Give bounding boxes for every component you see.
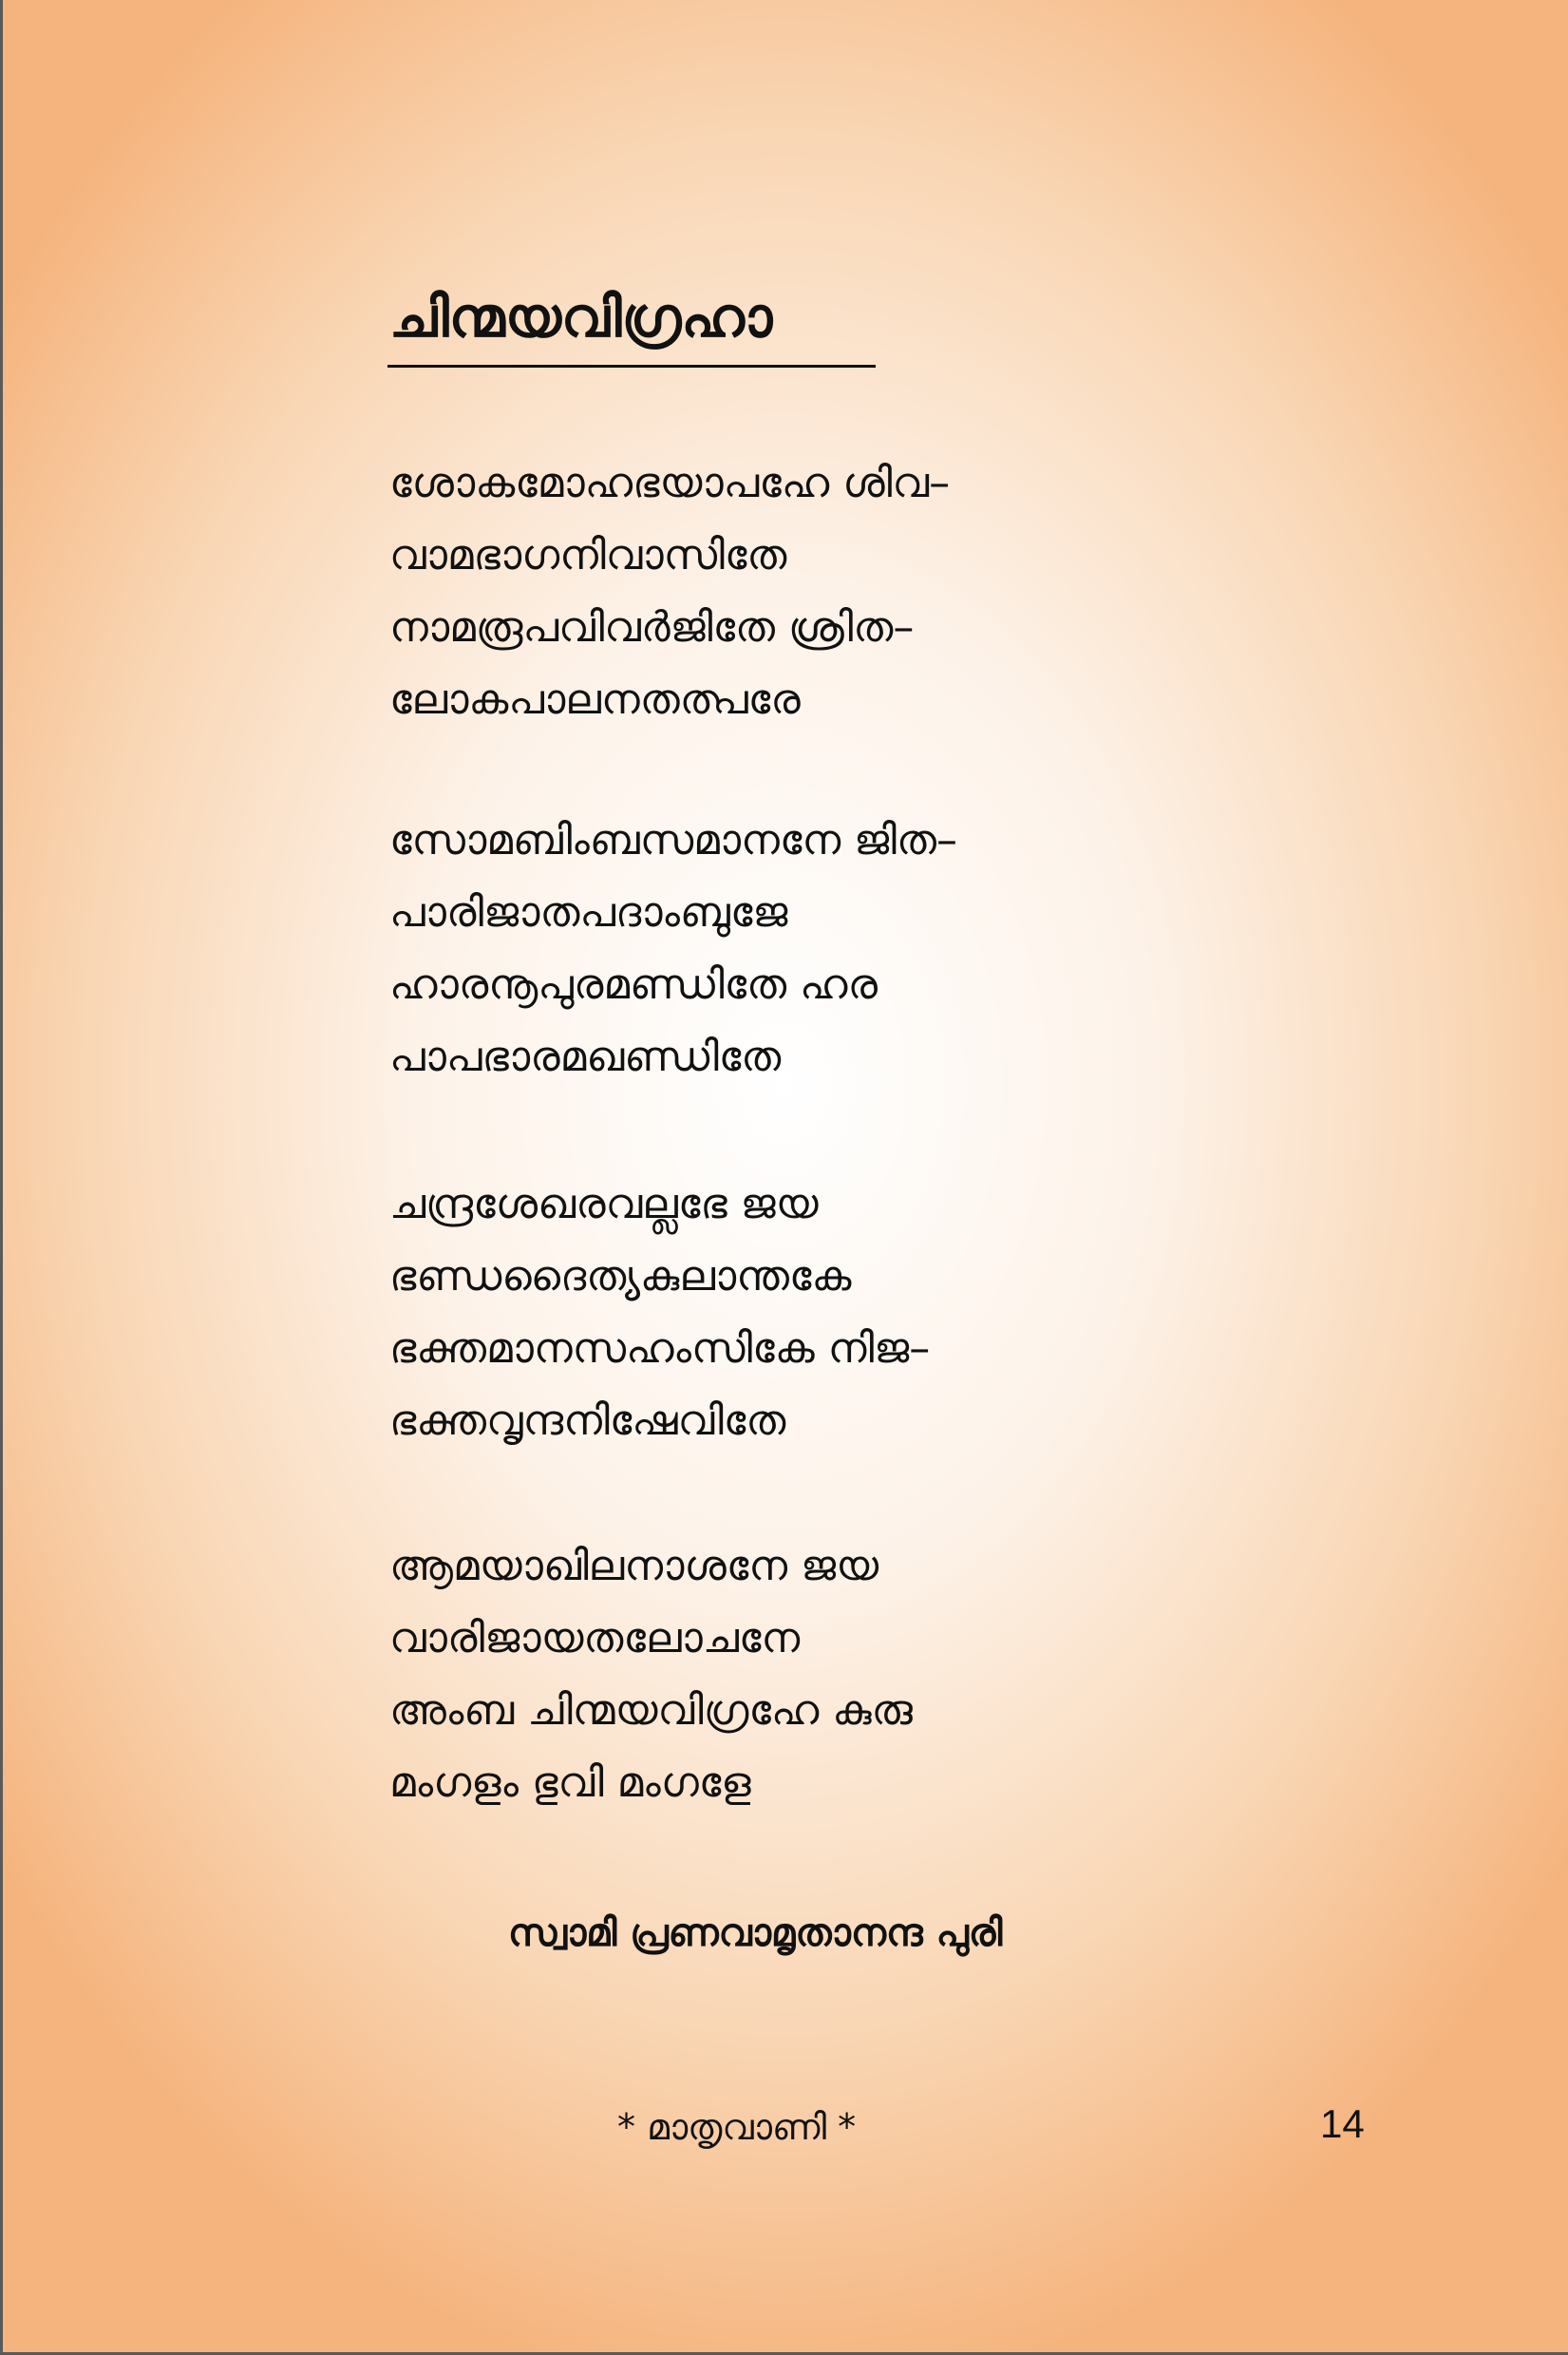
title-underline xyxy=(387,365,876,368)
stanza-1 xyxy=(389,447,950,736)
stanza-2 xyxy=(389,805,957,1093)
stanza-3 xyxy=(389,1168,930,1457)
author-name: സ്വാമി പ്രണവാമൃതാനന്ദ പുരി xyxy=(508,1911,1003,1955)
verse-line: ഭണ്ഡദൈത്യകുലാന്തകേ xyxy=(389,1252,852,1301)
verse-line: അംബ ചിന്മയവിഗ്രഹേ കുരു xyxy=(389,1686,913,1735)
verse-line: പാപഭാരമഖണ്ഡിതേ xyxy=(389,1033,782,1081)
verse-line: പാരിജാതപദാംബുജേ xyxy=(389,888,788,937)
verse-line: വാരിജായതലോചനേ xyxy=(389,1614,801,1662)
verse-line: വാമഭാഗനിവാസിതേ xyxy=(389,531,787,579)
verse-line: ചന്ദ്രശേഖരവല്ലഭേ ജയ xyxy=(389,1180,819,1228)
verse-line: ലോകപാലനതത്പരേ xyxy=(389,675,801,724)
verse-line: മംഗളം ഭുവി മംഗളേ xyxy=(389,1758,751,1807)
page-title: ചിന്മയവിഗ്രഹാ xyxy=(389,285,773,350)
verse-line: ശോകമോഹഭയാപഹേ ശിവ– xyxy=(389,459,951,507)
verse-line: ആമയാഖിലനാശനേ ജയ xyxy=(389,1542,879,1590)
page-number: 14 xyxy=(1320,2101,1365,2146)
verse-line: നാമരൂപവിവർജിതേ ശ്രിത– xyxy=(389,603,915,652)
verse-line: സോമബിംബസമാനനേ ജിത– xyxy=(389,816,957,864)
verse-line: ഹാരനൂപുരമണ്ഡിതേ ഹര xyxy=(389,960,878,1009)
stanza-4 xyxy=(389,1530,913,1819)
verse-line: ഭക്തവൃന്ദനിഷേവിതേ xyxy=(389,1396,786,1445)
footer-publication: * മാതൃവാണി * xyxy=(617,2106,857,2148)
verse-line: ഭക്തമാനസഹംസികേ നിജ– xyxy=(389,1324,931,1373)
